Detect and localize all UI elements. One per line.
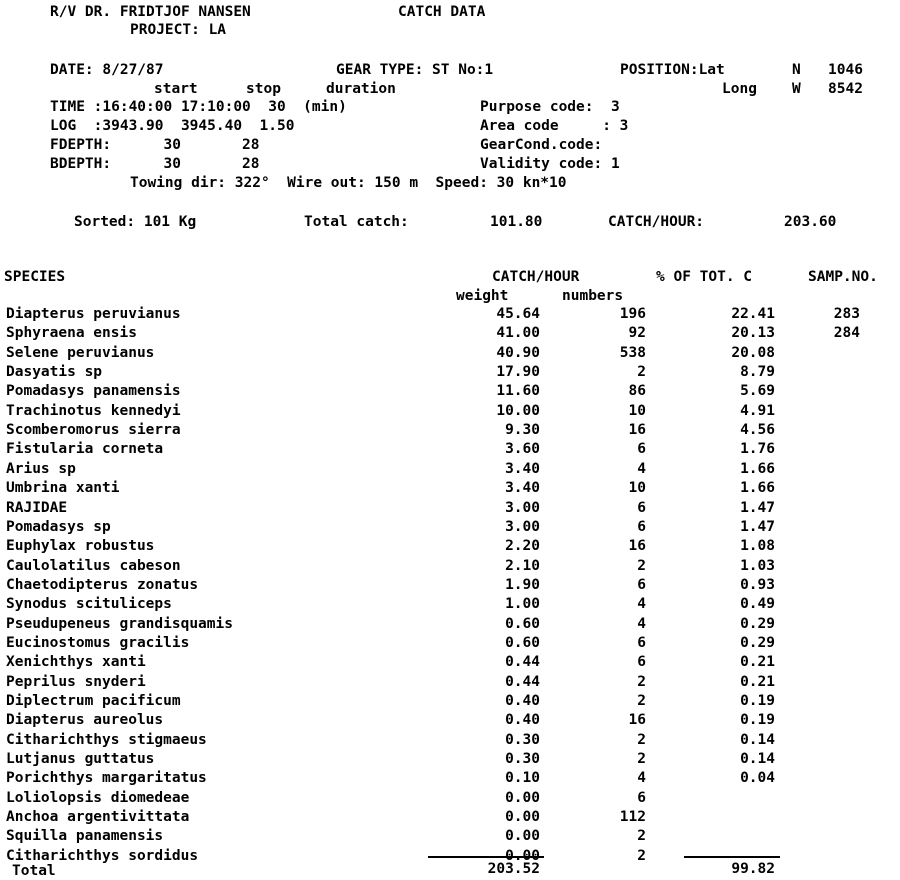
catch-numbers: 4: [637, 615, 646, 632]
log-line: LOG :3943.90 3945.40 1.50: [50, 118, 295, 134]
table-row: [0, 440, 900, 459]
catch-numbers: 538: [619, 344, 646, 361]
table-row: [0, 827, 900, 846]
total-catch-value: 101.80: [490, 214, 543, 230]
catch-weight: 0.00: [505, 809, 540, 826]
species-name: Chaetodipterus zonatus: [6, 576, 199, 593]
catch-numbers: 4: [637, 460, 646, 477]
species-name: Pomadasys sp: [6, 518, 111, 535]
table-row: [0, 382, 900, 401]
species-name: Citharichthys sordidus: [6, 847, 199, 864]
col-start-label: start: [154, 81, 198, 97]
pct-of-total: 1.66: [740, 480, 775, 497]
catch-numbers: 10: [628, 480, 646, 497]
total-catch-label: Total catch:: [304, 214, 409, 230]
catch-hour-label: CATCH/HOUR:: [608, 214, 705, 230]
pct-of-total: 1.76: [740, 441, 775, 458]
long-label: Long: [722, 81, 757, 97]
catch-numbers: 86: [628, 383, 646, 400]
catch-numbers: 2: [637, 731, 646, 748]
col-weight-subheader: weight: [456, 288, 509, 304]
table-row: [0, 557, 900, 576]
pct-of-total: 20.08: [731, 344, 775, 361]
pct-of-total: 0.04: [740, 770, 775, 787]
catch-weight: 0.40: [505, 693, 540, 709]
long-value: 8542: [828, 81, 863, 97]
fdepth-line: FDEPTH: 30 28: [50, 137, 260, 153]
species-name: Loliolopsis diomedeae: [6, 789, 190, 806]
table-row: [0, 750, 900, 769]
species-name: RAJIDAE: [6, 499, 68, 516]
species-name: Porichthys margaritatus: [6, 770, 207, 787]
gear-type-field: GEAR TYPE: ST No:1: [336, 62, 494, 78]
table-row: [0, 499, 900, 518]
date-field: DATE: 8/27/87: [50, 62, 164, 78]
species-name: Pomadasys panamensis: [6, 383, 181, 400]
catch-numbers: 2: [637, 847, 646, 864]
bdepth-line: BDEPTH: 30 28: [50, 156, 260, 172]
table-row: [0, 711, 900, 730]
species-name: Pseudupeneus grandisquamis: [6, 615, 233, 632]
catch-numbers: 6: [637, 634, 646, 651]
pct-of-total: 8.79: [740, 364, 775, 381]
table-row: [0, 421, 900, 440]
catch-numbers: 16: [628, 422, 646, 439]
catch-weight: 41.00: [496, 325, 540, 342]
species-name: Euphylax robustus: [6, 538, 155, 555]
species-name: Xenichthys xanti: [6, 654, 146, 671]
table-row: [0, 305, 900, 324]
catch-weight: 0.60: [505, 634, 540, 651]
lat-value: 1046: [828, 62, 863, 78]
catch-numbers: 2: [637, 751, 646, 768]
area-code: Area code : 3: [480, 118, 629, 134]
catch-weight: 1.90: [505, 576, 540, 593]
catch-numbers: 16: [628, 712, 646, 729]
pct-of-total: 1.03: [740, 557, 775, 574]
catch-weight: 0.00: [505, 789, 540, 806]
pct-of-total: 1.47: [740, 518, 775, 535]
catch-numbers: 6: [637, 789, 646, 806]
species-name: Umbrina xanti: [6, 480, 120, 497]
species-name: Dasyatis sp: [6, 364, 103, 381]
species-name: Selene peruvianus: [6, 344, 155, 361]
species-name: Arius sp: [6, 460, 76, 477]
catch-weight: 2.10: [505, 557, 540, 574]
col-duration-label: duration: [326, 81, 396, 97]
table-row: [0, 634, 900, 653]
pct-of-total: 0.21: [740, 673, 775, 690]
position-lat-label: POSITION:Lat: [620, 62, 725, 78]
catch-weight: 2.20: [505, 538, 540, 555]
catch-data-title: CATCH DATA: [398, 4, 486, 20]
catch-weight: 17.90: [496, 364, 540, 381]
pct-of-total: 4.91: [740, 402, 775, 419]
species-name: Caulolatilus cabeson: [6, 557, 181, 574]
catch-weight: 9.30: [505, 422, 540, 439]
table-row: [0, 615, 900, 634]
species-name: Synodus scituliceps: [6, 596, 172, 613]
catch-weight: 1.00: [505, 596, 540, 613]
catch-numbers: 112: [619, 809, 646, 826]
pct-of-total: 0.49: [740, 596, 775, 613]
time-line: TIME :16:40:00 17:10:00 30 (min): [50, 99, 347, 115]
lat-hemisphere: N: [792, 62, 801, 78]
pct-of-total: 5.69: [740, 383, 775, 400]
towing-line: Towing dir: 322° Wire out: 150 m Speed: 30 kn*10: [130, 175, 567, 191]
table-row: [0, 731, 900, 750]
table-row: [0, 363, 900, 382]
catch-numbers: 4: [637, 770, 646, 787]
catch-weight: 3.40: [505, 480, 540, 497]
table-row: [0, 537, 900, 556]
catch-numbers: 92: [628, 325, 646, 342]
pct-of-total: 20.13: [731, 325, 775, 342]
sample-number: 284: [833, 325, 860, 342]
pct-of-total: 1.08: [740, 538, 775, 555]
pct-of-total: 22.41: [731, 306, 775, 322]
species-name: Squilla panamensis: [6, 828, 164, 845]
table-row: [0, 324, 900, 343]
species-name: Diplectrum pacificum: [6, 693, 181, 709]
table-row: [0, 344, 900, 363]
catch-weight: 0.30: [505, 751, 540, 768]
catch-numbers: 196: [619, 306, 646, 322]
catch-numbers: 6: [637, 499, 646, 516]
pct-total-rule: [684, 856, 780, 858]
table-row: [0, 808, 900, 827]
pct-of-total: 0.21: [740, 654, 775, 671]
pct-of-total: 0.14: [740, 731, 775, 748]
col-pct-header: % OF TOT. C: [656, 269, 753, 285]
catch-weight: 0.60: [505, 615, 540, 632]
catch-hour-value: 203.60: [784, 214, 837, 230]
catch-numbers: 2: [637, 693, 646, 709]
weight-total-rule: [428, 856, 544, 858]
col-samp-header: SAMP.NO.: [808, 269, 878, 285]
pct-of-total: 0.29: [740, 615, 775, 632]
table-row: [0, 402, 900, 421]
catch-numbers: 16: [628, 538, 646, 555]
species-name: Diapterus peruvianus: [6, 306, 181, 322]
table-row: [0, 692, 900, 711]
table-row: [0, 518, 900, 537]
species-name: Peprilus snyderi: [6, 673, 146, 690]
catch-weight: 0.00: [505, 828, 540, 845]
catch-weight: 10.00: [496, 402, 540, 419]
col-stop-label: stop: [246, 81, 281, 97]
catch-weight: 3.00: [505, 499, 540, 516]
species-name: Sphyraena ensis: [6, 325, 137, 342]
gearcond-code: GearCond.code:: [480, 137, 603, 153]
catch-numbers: 4: [637, 596, 646, 613]
species-name: Citharichthys stigmaeus: [6, 731, 207, 748]
catch-weight: 0.40: [505, 712, 540, 729]
table-row: [0, 576, 900, 595]
table-row: [0, 460, 900, 479]
catch-numbers: 6: [637, 576, 646, 593]
catch-numbers: 6: [637, 654, 646, 671]
total-label: Total: [12, 863, 56, 879]
species-name: Eucinostomus gracilis: [6, 634, 190, 651]
catch-weight: 3.00: [505, 518, 540, 535]
catch-numbers: 6: [637, 441, 646, 458]
sample-number: 283: [833, 306, 860, 322]
table-row: [0, 769, 900, 788]
pct-of-total: 0.19: [740, 693, 775, 709]
table-row: [0, 479, 900, 498]
catch-numbers: 2: [637, 828, 646, 845]
catch-weight: 3.40: [505, 460, 540, 477]
pct-of-total: 0.14: [740, 751, 775, 768]
catch-numbers: 2: [637, 673, 646, 690]
catch-weight: 45.64: [496, 306, 540, 322]
purpose-code: Purpose code: 3: [480, 99, 620, 115]
species-name: Anchoa argentivittata: [6, 809, 190, 826]
catch-numbers: 2: [637, 364, 646, 381]
vessel-name: R/V DR. FRIDTJOF NANSEN: [50, 4, 251, 20]
sorted-weight: Sorted: 101 Kg: [74, 214, 197, 230]
species-name: Lutjanus guttatus: [6, 751, 155, 768]
catch-numbers: 6: [637, 518, 646, 535]
pct-of-total: 0.19: [740, 712, 775, 729]
pct-of-total: 1.47: [740, 499, 775, 516]
catch-weight: 40.90: [496, 344, 540, 361]
catch-weight: 0.30: [505, 731, 540, 748]
catch-numbers: 2: [637, 557, 646, 574]
pct-of-total: 0.29: [740, 634, 775, 651]
table-row: [0, 789, 900, 808]
catch-weight: 3.60: [505, 441, 540, 458]
species-name: Fistularia corneta: [6, 441, 164, 458]
species-name: Diapterus aureolus: [6, 712, 164, 729]
pct-of-total: 1.66: [740, 460, 775, 477]
col-species-header: SPECIES: [4, 269, 66, 285]
catch-numbers: 10: [628, 402, 646, 419]
col-catch-hour-header: CATCH/HOUR: [492, 269, 580, 285]
species-name: Scomberomorus sierra: [6, 422, 181, 439]
species-name: Trachinotus kennedyi: [6, 402, 181, 419]
long-hemisphere: W: [792, 81, 801, 97]
catch-weight: 0.44: [505, 673, 540, 690]
total-pct: 99.82: [731, 861, 775, 877]
col-numbers-subheader: numbers: [562, 288, 624, 304]
catch-weight: 0.44: [505, 654, 540, 671]
pct-of-total: 0.93: [740, 576, 775, 593]
project-label: PROJECT: LA: [130, 22, 227, 38]
catch-weight: 11.60: [496, 383, 540, 400]
total-weight: 203.52: [487, 861, 540, 877]
table-row: [0, 673, 900, 692]
catch-weight: 0.10: [505, 770, 540, 787]
table-row: [0, 595, 900, 614]
table-row: [0, 653, 900, 672]
pct-of-total: 4.56: [740, 422, 775, 439]
validity-code: Validity code: 1: [480, 156, 620, 172]
